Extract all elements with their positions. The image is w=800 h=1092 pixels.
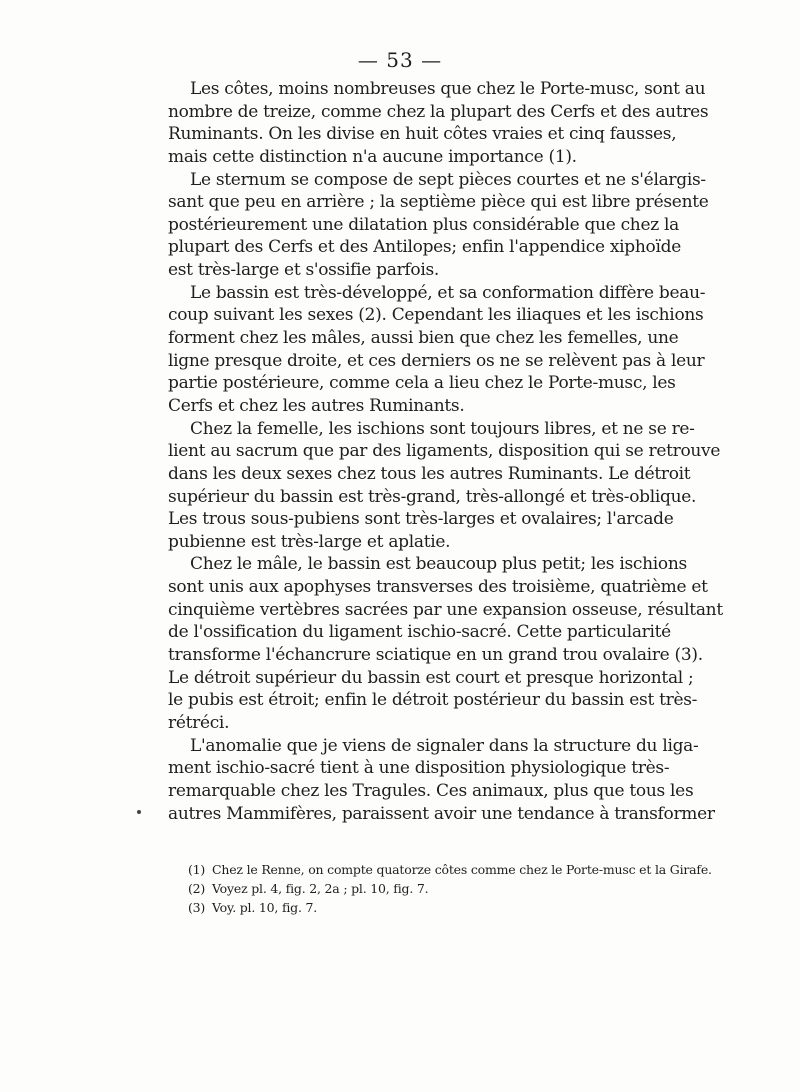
text-line: Les côtes, moins nombreuses que chez le Porte-musc, sont au	[190, 79, 706, 99]
text-line: le pubis est étroit; enfin le détroit postérieur du bassin est très-	[168, 690, 698, 711]
text-line: rétréci.	[168, 712, 230, 733]
text-line: autres Mammifères, paraissent avoir une tendance à transformer	[168, 803, 715, 824]
footnote-text: Chez le Renne, on compte quatorze côtes comme chez le Porte-musc et la Girafe.	[212, 862, 712, 877]
text-line: L'anomalie que je viens de signaler dans la structure du liga-	[190, 735, 699, 756]
body-text	[168, 78, 723, 825]
footnote-mark: (1)	[188, 862, 206, 877]
footnotes	[188, 860, 712, 917]
text-line: remarquable chez les Tragules. Ces animaux, plus que tous les	[168, 780, 694, 801]
footnote-text: Voyez pl. 4, fig. 2, 2a ; pl. 10, fig. 7.	[212, 881, 429, 896]
text-line: forment chez les mâles, aussi bien que chez les femelles, une	[168, 328, 679, 349]
text-line: Chez le mâle, le bassin est beaucoup plus petit; les ischions	[190, 554, 687, 575]
text-line: cinquième vertèbres sacrées par une expansion osseuse, résultant	[168, 599, 723, 620]
footnote-text: Voy. pl. 10, fig. 7.	[212, 900, 318, 915]
footnote	[188, 860, 712, 879]
text-line: de l'ossification du ligament ischio-sacré. Cette particularité	[168, 622, 671, 643]
text-line: Ruminants. On les divise en huit côtes vraies et cinq fausses,	[168, 124, 677, 145]
text-line: ment ischio-sacré tient à une disposition physiologique très-	[168, 758, 670, 779]
text-line: Le détroit supérieur du bassin est court et presque horizontal ;	[168, 667, 694, 688]
footnote	[188, 898, 658, 917]
text-line: sant que peu en arrière ; la septième pièce qui est libre présente	[168, 192, 709, 213]
text-line: mais cette distinction n'a aucune importance (1).	[168, 146, 577, 167]
text-line: Chez la femelle, les ischions sont toujours libres, et ne se re-	[190, 418, 695, 439]
text-line: pubienne est très-large et aplatie.	[168, 531, 451, 552]
page-number: — 53 —	[357, 48, 443, 72]
text-line: est très-large et s'ossifie parfois.	[168, 260, 439, 281]
text-line: plupart des Cerfs et des Antilopes; enfin l'appendice xiphoïde	[168, 237, 681, 258]
text-line: dans les deux sexes chez tous les autres Ruminants. Le détroit	[168, 463, 691, 484]
text-line: supérieur du bassin est très-grand, très-allongé et très-oblique.	[168, 486, 697, 507]
footnote	[188, 879, 658, 898]
text-line: sont unis aux apophyses transverses des troisième, quatrième et	[168, 577, 708, 598]
ink-speck	[137, 810, 141, 814]
text-line: Le sternum se compose de sept pièces courtes et ne s'élargis-	[190, 169, 706, 190]
text-line: Le bassin est très-développé, et sa conformation diffère beau-	[190, 282, 706, 303]
text-line: postérieurement une dilatation plus considérable que chez la	[168, 214, 679, 235]
footnote-mark: (2)	[188, 881, 206, 896]
text-line: transforme l'échancrure sciatique en un grand trou ovalaire (3).	[168, 645, 703, 666]
text-line: Les trous sous-pubiens sont très-larges et ovalaires; l'arcade	[168, 509, 674, 530]
text-line: partie postérieure, comme cela a lieu chez le Porte-musc, les	[168, 373, 676, 394]
text-line: coup suivant les sexes (2). Cependant les iliaques et les ischions	[168, 305, 704, 326]
text-line: nombre de treize, comme chez la plupart des Cerfs et des autres	[168, 101, 709, 122]
footnote-mark: (3)	[188, 900, 206, 915]
text-line: lient au sacrum que par des ligaments, disposition qui se retrouve	[168, 441, 721, 462]
text-line: Cerfs et chez les autres Ruminants.	[168, 395, 465, 416]
text-line: ligne presque droite, et ces derniers os ne se relèvent pas à leur	[168, 350, 705, 371]
